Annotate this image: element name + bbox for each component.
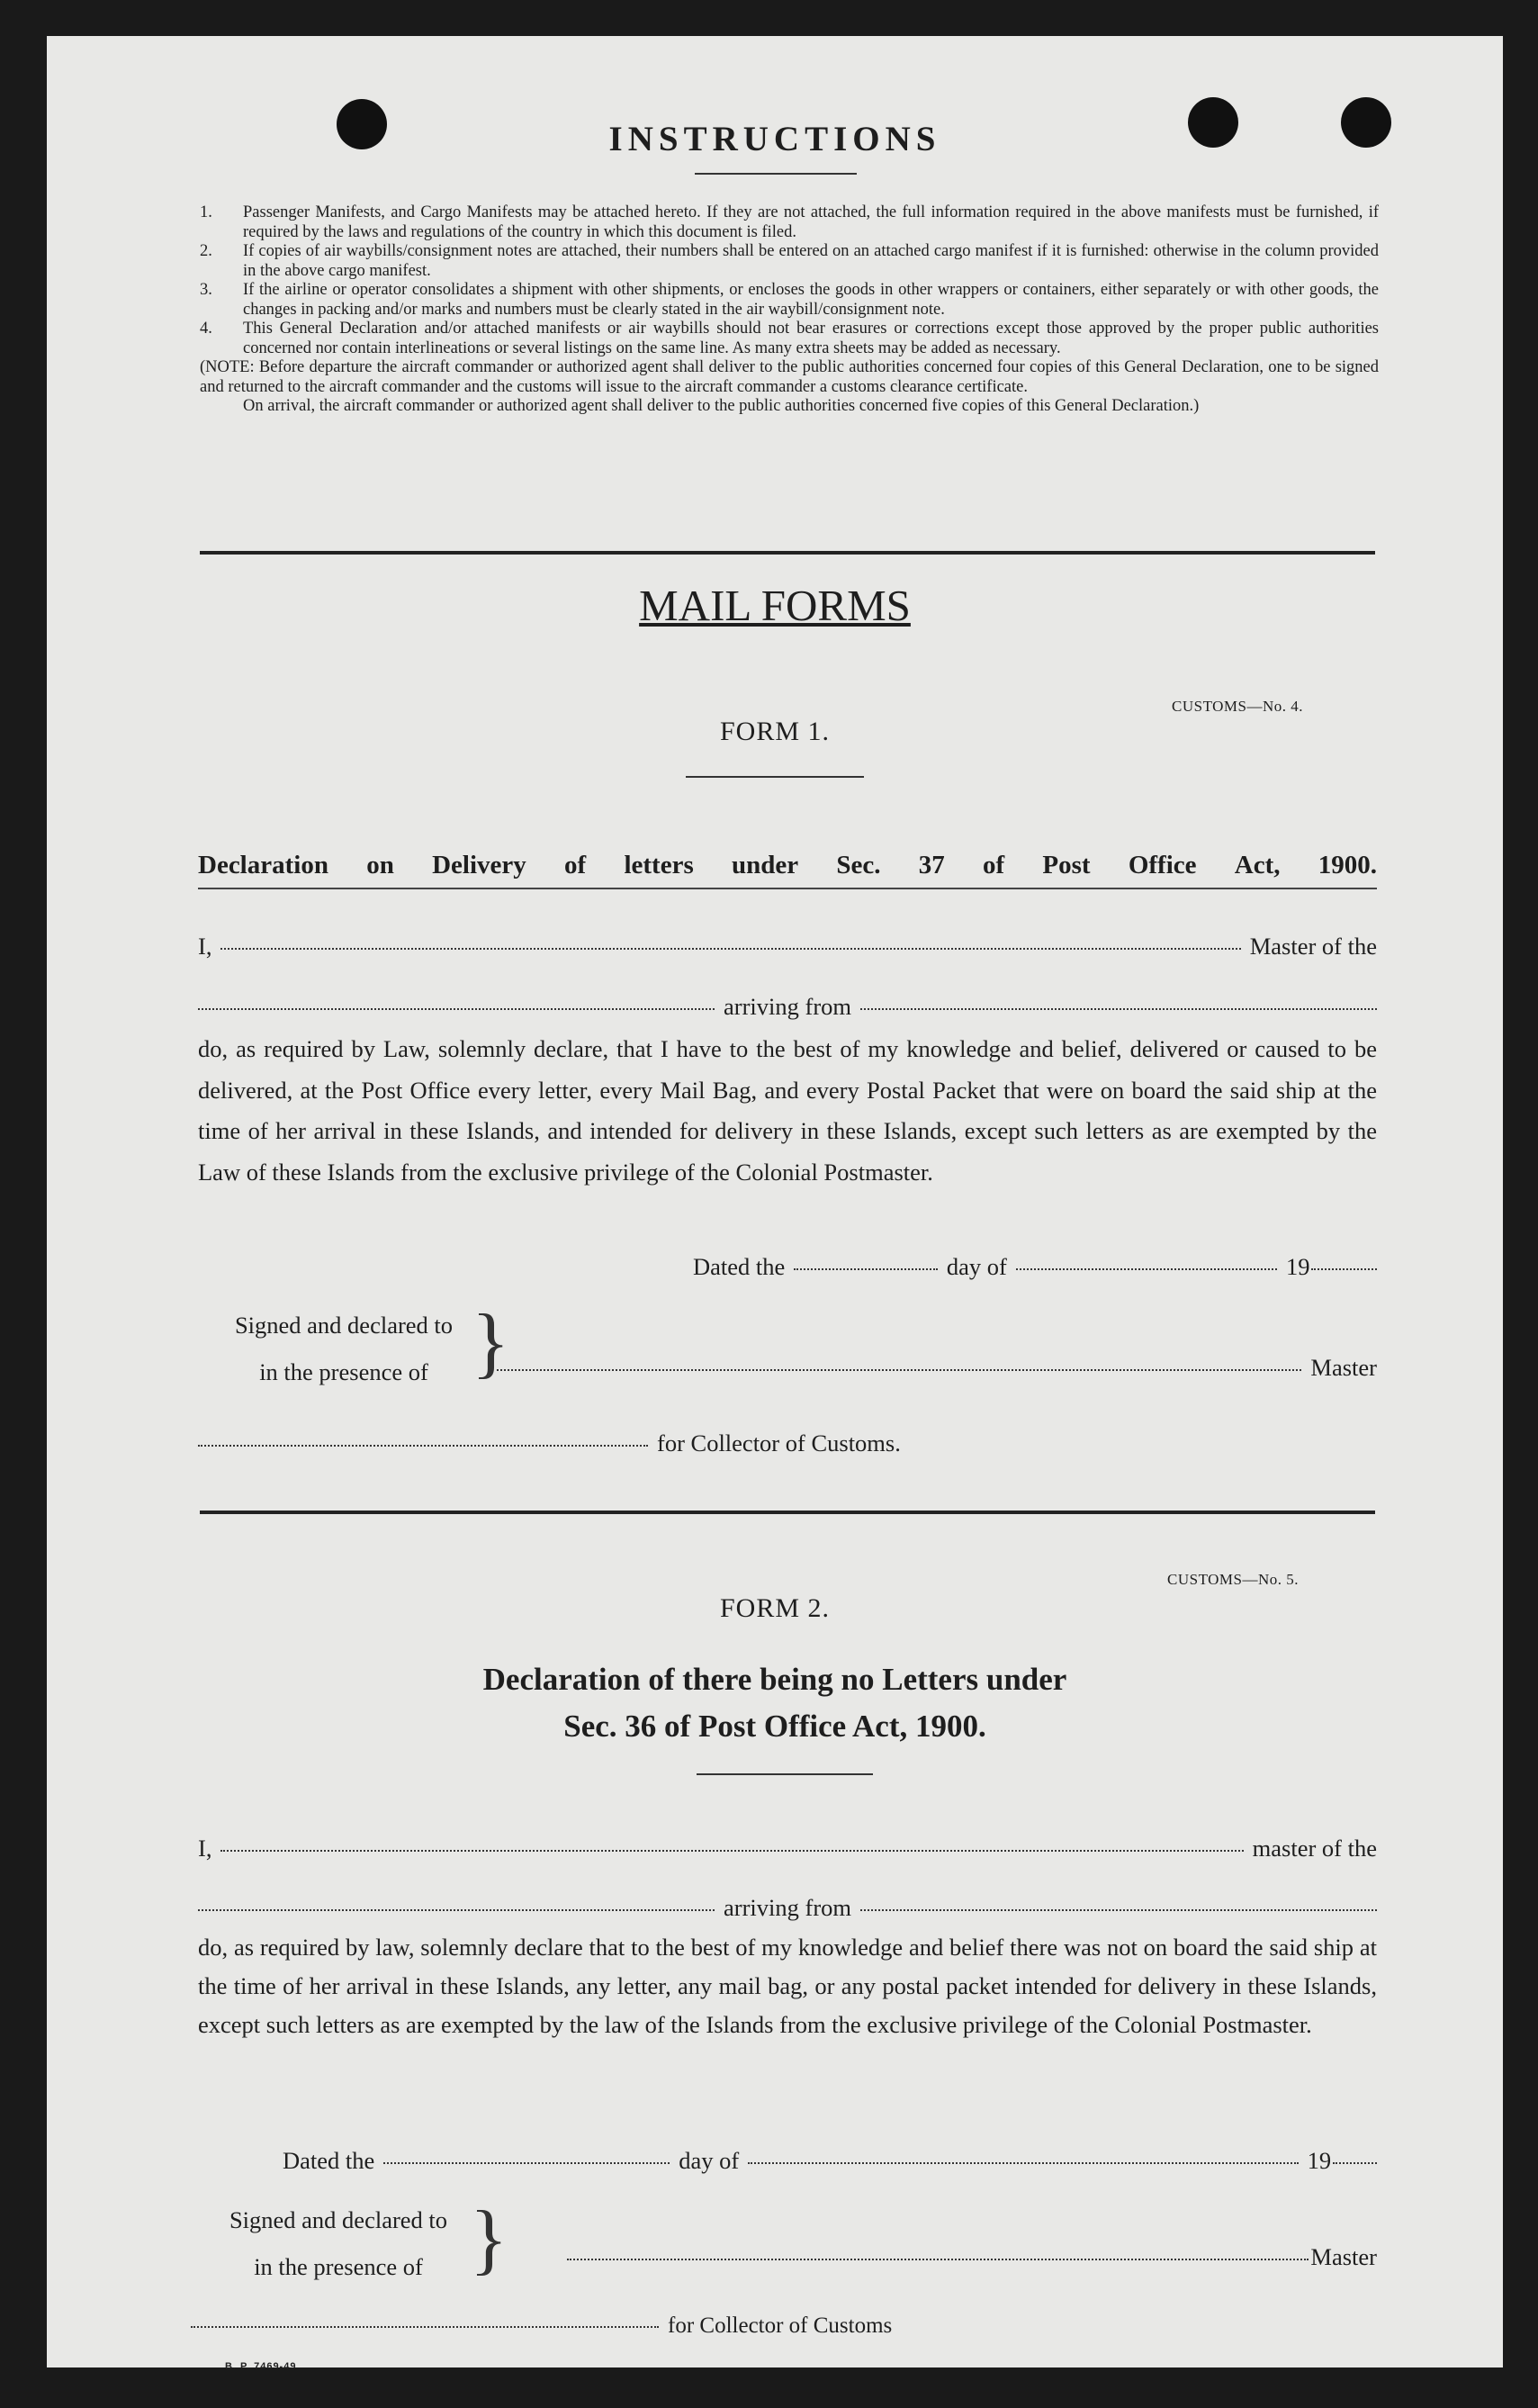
form1-title: FORM 1. bbox=[719, 717, 831, 746]
form2-title: FORM 2. bbox=[719, 1593, 831, 1623]
divider bbox=[198, 888, 1377, 889]
form1-master-line: I, Master of the bbox=[198, 933, 1377, 960]
instruction-item: 2. If copies of air waybills/consignment notes are attached, their numbers shall be entered on an attached cargo manifest if it is furnished: otherwise in the column provided in the above cargo manifest. bbox=[200, 242, 1379, 280]
arriving-from-field[interactable] bbox=[860, 1909, 1377, 1911]
form2-declaration-heading: Declaration of there being no Letters under Sec. 36 of Post Office Act, 1900. bbox=[482, 1662, 1067, 1744]
form2-signed-label: Signed and declared to in the presence of bbox=[229, 2206, 448, 2280]
instructions-title: INSTRUCTIONS bbox=[608, 120, 941, 158]
collector-signature-field[interactable] bbox=[191, 2326, 659, 2328]
form1-declaration-heading: Declaration on Delivery of letters under Sec. 37 of Post Office Act, 1900. bbox=[198, 851, 1377, 879]
instruction-item: 4. This General Declaration and/or attached manifests or air waybills should not bear erasures or corrections except those approved by the proper public authorities concerned nor contain interlineations or several listings on the same line. As many extra sheets may be added as necessary. bbox=[200, 320, 1379, 357]
form1-arriving-line: arriving from bbox=[198, 993, 1377, 1021]
form2-master-line: I, master of the bbox=[198, 1835, 1377, 1862]
brace: } bbox=[472, 1299, 510, 1386]
month-field[interactable] bbox=[748, 2162, 1298, 2164]
form2-collector-line: for Collector of Customs bbox=[191, 2313, 1073, 2339]
instruction-item: 3. If the airline or operator consolidates a shipment with other shipments, or encloses the goods in other wrappers or containers, either separately or with other goods, the changes in packing and/or marks and numbers must be clearly stated in the air waybill/consignment note. bbox=[200, 281, 1379, 319]
ship-name-field[interactable] bbox=[198, 1008, 715, 1010]
instruction-item: 1. Passenger Manifests, and Cargo Manifests may be attached hereto. If they are not attached, the full information required in the above manifests must be furnished, if required by the laws and regulations of the country in which this document is filed. bbox=[200, 203, 1379, 241]
master-name-field[interactable] bbox=[220, 948, 1240, 950]
instruction-note-arrival: On arrival, the aircraft commander or authorized agent shall deliver to the public authorities concerned five copies of this General Declaration.) bbox=[243, 397, 1200, 415]
print-code: B. P. 7469-49 bbox=[225, 2361, 297, 2372]
divider bbox=[686, 776, 864, 778]
signature-field[interactable] bbox=[567, 2259, 1309, 2260]
day-field[interactable] bbox=[383, 2162, 670, 2164]
divider bbox=[695, 173, 857, 175]
form1-signature-line: Master bbox=[488, 1354, 1377, 1382]
arriving-from-field[interactable] bbox=[860, 1008, 1377, 1010]
month-field[interactable] bbox=[1016, 1268, 1277, 1270]
form2-signature-line: Master bbox=[558, 2243, 1377, 2271]
ship-name-field[interactable] bbox=[198, 1909, 715, 1911]
divider bbox=[697, 1773, 873, 1775]
form1-collector-line: for Collector of Customs. bbox=[198, 1429, 1008, 1457]
year-field[interactable] bbox=[1333, 2162, 1377, 2164]
form2-body: do, as required by law, solemnly declare that to the best of my knowledge and belief there was not on board the said ship at the time of her arrival in these Islands, any letter, any mail bag, or any postal packet intended for delivery in these Islands, except such letters as are exempted by the law of the Islands from the exclusive privilege of the Colonial Postmaster. bbox=[198, 1934, 1377, 2038]
document-page bbox=[47, 36, 1503, 2372]
year-field[interactable] bbox=[1311, 1268, 1377, 1270]
customs-number: CUSTOMS—No. 4. bbox=[1172, 698, 1304, 715]
day-field[interactable] bbox=[794, 1268, 938, 1270]
instructions-list bbox=[200, 203, 1379, 417]
collector-signature-field[interactable] bbox=[198, 1445, 648, 1447]
section-divider bbox=[200, 1511, 1375, 1514]
form1-body: do, as required by Law, solemnly declare, that I have to the best of my knowledge and belief, delivered or caused to be delivered, at the Post Office every letter, every Mail Bag, and every Postal Packet that were on board the said ship at the time of her arrival in these Islands, and intended for delivery in these Islands, except such letters as are exempted by the Law of these Islands from the exclusive privilege of the Colonial Postmaster. bbox=[198, 1035, 1377, 1186]
master-name-field[interactable] bbox=[220, 1850, 1243, 1852]
form2-dated-line: Dated the day of 19 bbox=[283, 2147, 1377, 2175]
instruction-note: (NOTE: Before departure the aircraft commander or authorized agent shall deliver to the public authorities concerned four copies of this General Declaration, one to be signed and returned to the aircraft commander and the customs will issue to the aircraft commander a customs clearance certificate. bbox=[200, 358, 1379, 396]
signature-field[interactable] bbox=[497, 1369, 1301, 1371]
form1-signed-label: Signed and declared to in the presence of bbox=[234, 1312, 454, 1385]
section-divider bbox=[200, 551, 1375, 555]
brace: } bbox=[470, 2196, 508, 2283]
form1-dated-line: Dated the day of 19 bbox=[693, 1253, 1377, 1281]
customs-number: CUSTOMS—No. 5. bbox=[1167, 1571, 1300, 1588]
mail-forms-title: MAIL FORMS bbox=[639, 581, 911, 630]
form2-arriving-line: arriving from bbox=[198, 1894, 1377, 1922]
